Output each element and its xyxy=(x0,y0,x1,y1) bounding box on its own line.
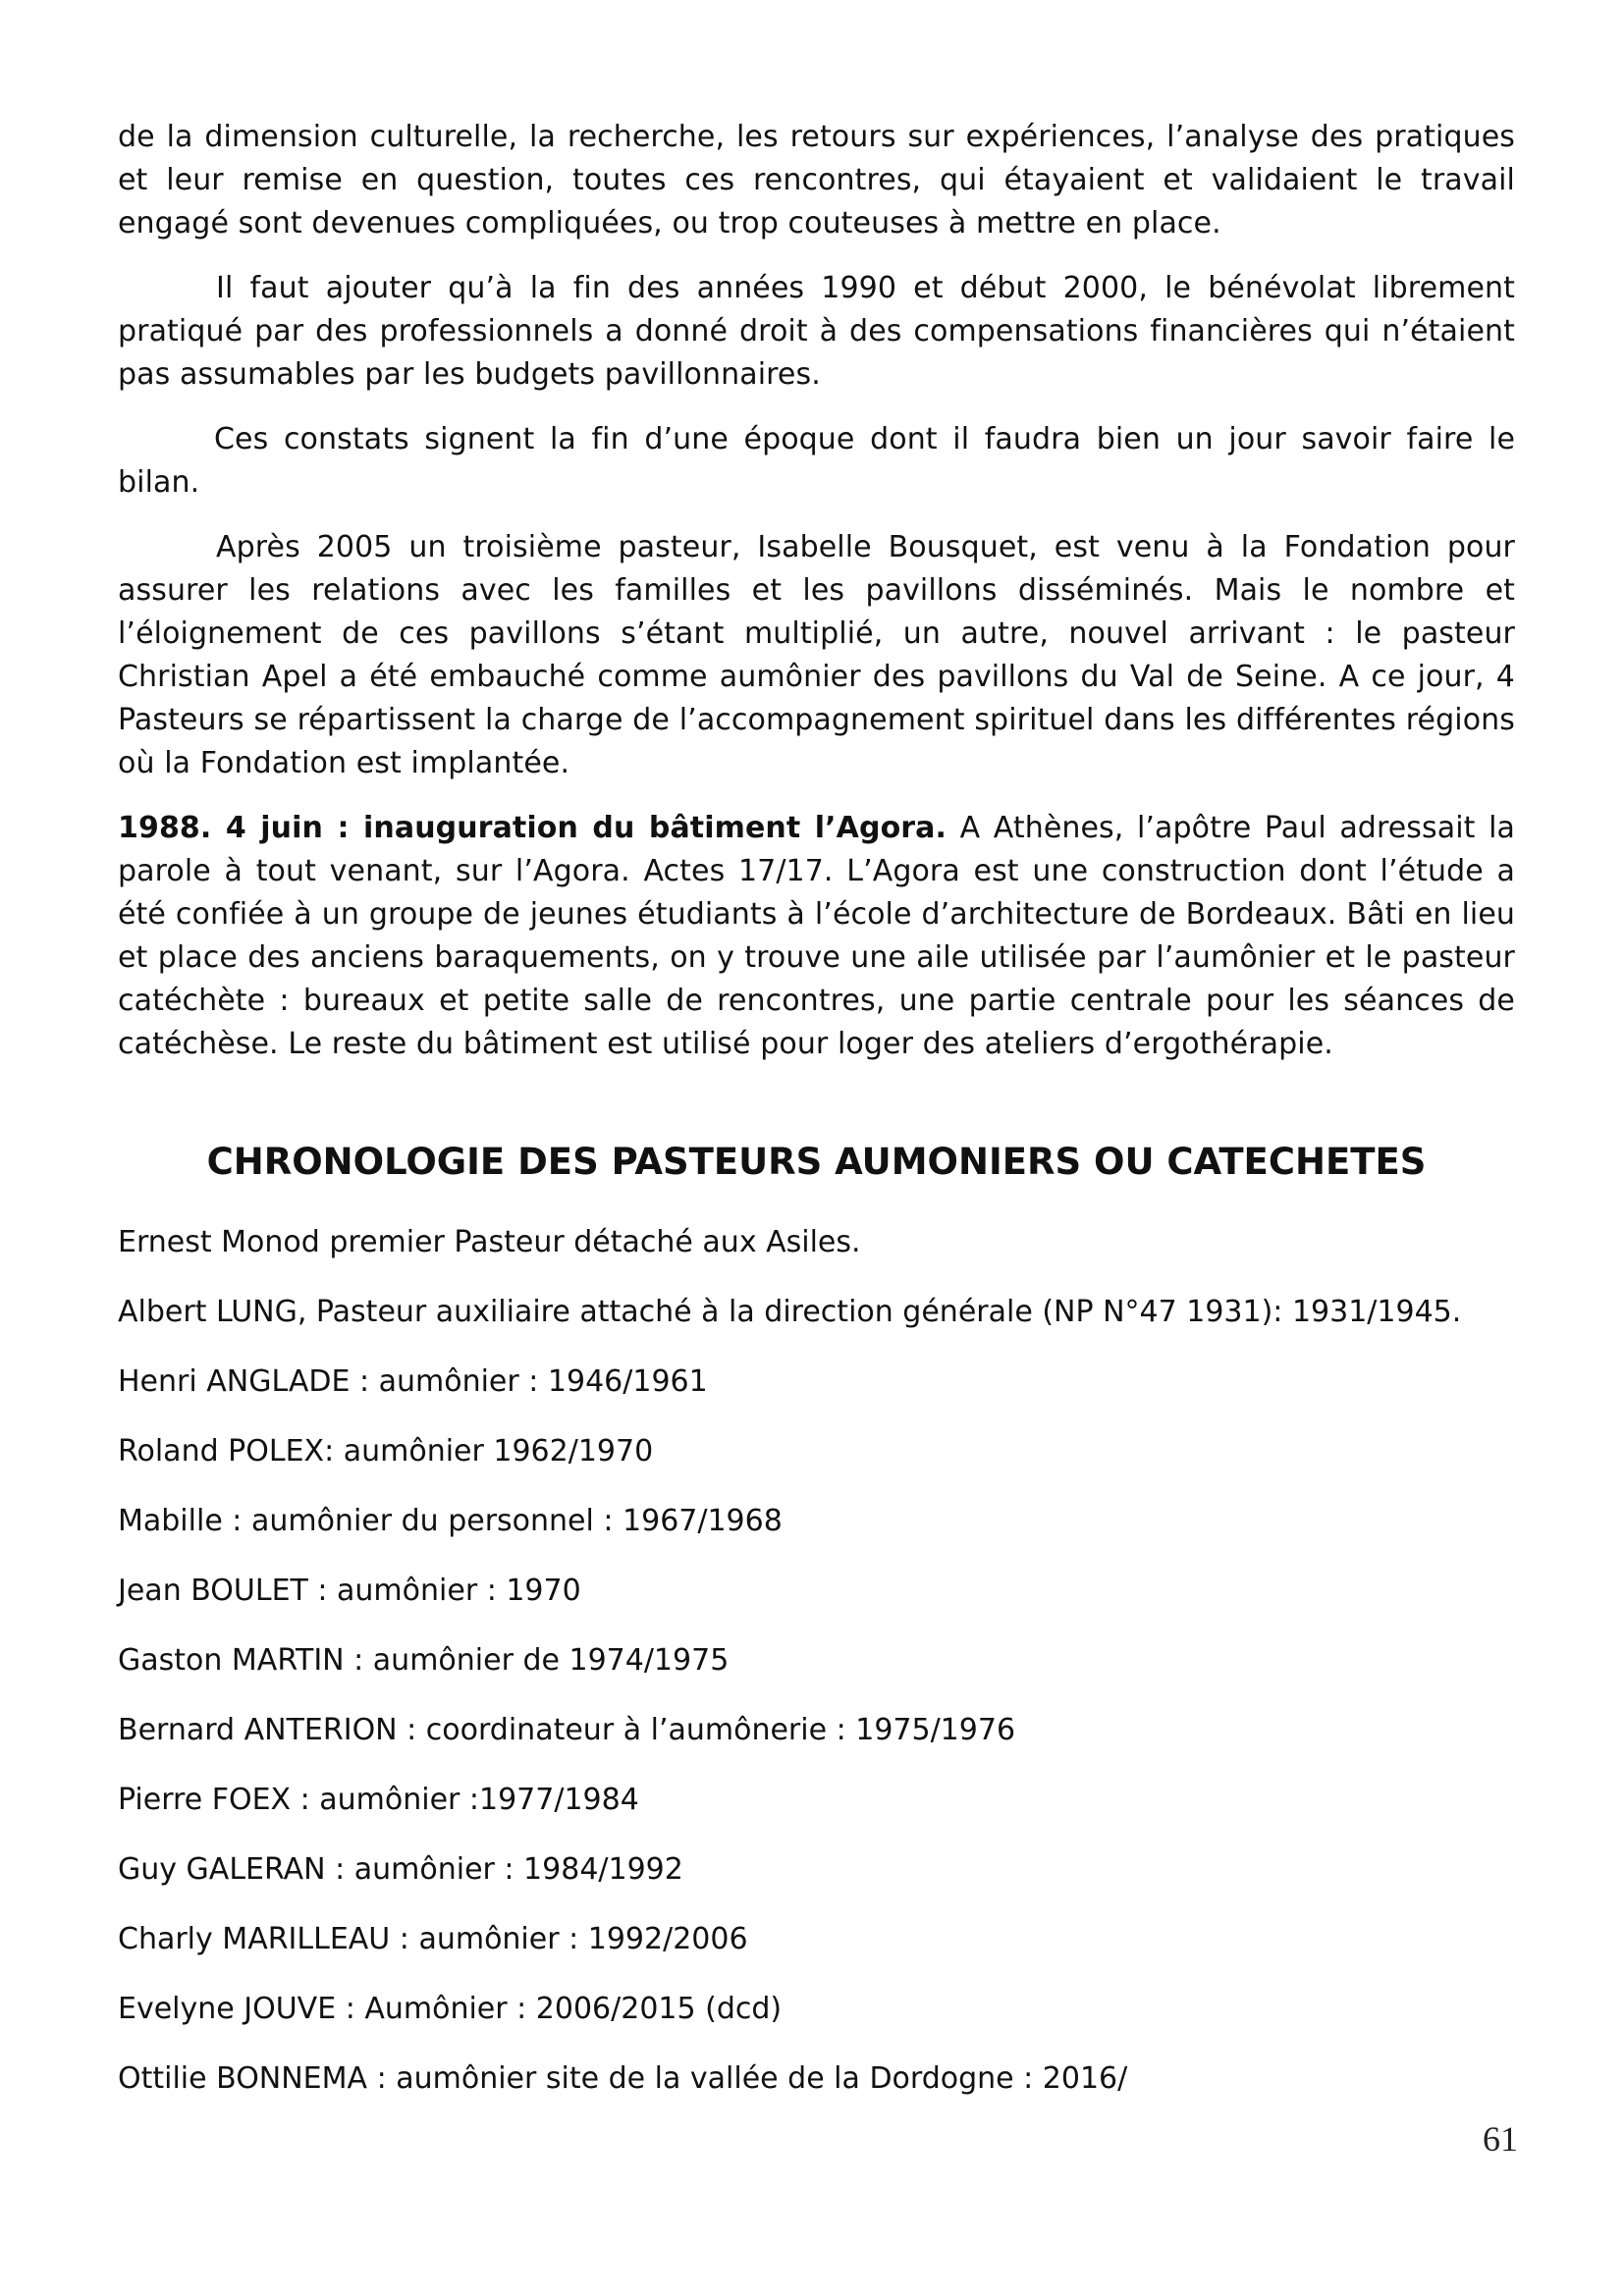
list-item: Gaston MARTIN : aumônier de 1974/1975 xyxy=(118,1643,730,1678)
document-page xyxy=(118,116,1515,2096)
list-item: Evelyne JOUVE : Aumônier : 2006/2015 (dcd) xyxy=(118,1992,783,2026)
page-number: 61 xyxy=(1483,2119,1518,2159)
paragraph-culture: de la dimension culturelle, la recherche, les retours sur expériences, l’analyse des pratiques et leur remise en question, toutes ces rencontres, qui étayaient et validaient le travail engagé sont devenues compliquées, ou trop couteuses à mettre en place. xyxy=(118,120,1515,240)
list-item: Ottilie BONNEMA : aumônier site de la vallée de la Dordogne : 2016/ xyxy=(118,2061,1128,2096)
agora-lead: 1988. 4 juin : inauguration du bâtiment l’Agora. xyxy=(118,811,947,845)
list-item: Jean BOULET : aumônier : 1970 xyxy=(118,1574,581,1608)
agora-text: A Athènes, l’apôtre Paul adressait la parole à tout venant, sur l’Agora. Actes 17/17. L’Agora est une construction dont l’étude a été confiée à un groupe de jeunes étudiants à l’école d’architecture de Bordeaux. Bâti en lieu et place des anciens baraquements, on y trouve une aile utilisée par l’aumônier et le pasteur catéchète : bureaux et petite salle de rencontres, une partie centrale pour les séances de catéchèse. Le reste du bâtiment est utilisé pour loger des ateliers d’ergothérapie. xyxy=(118,811,1515,1061)
list-item: Bernard ANTERION : coordinateur à l’aumônerie : 1975/1976 xyxy=(118,1713,1016,1747)
paragraph-benevolat: Il faut ajouter qu’à la fin des années 1990 et début 2000, le bénévolat librement pratiqué par des professionnels a donné droit à des compensations financières qui n’étaient pas assumables par les budgets pavillonnaires. xyxy=(118,271,1515,392)
list-item: Henri ANGLADE : aumônier : 1946/1961 xyxy=(118,1364,708,1399)
paragraph-troisieme-pasteur: Après 2005 un troisième pasteur, Isabelle Bousquet, est venu à la Fondation pour assurer les relations avec les familles et les pavillons disséminés. Mais le nombre et l’éloignement de ces pavillons s’étant multiplié, un autre, nouvel arrivant : le pasteur Christian Apel a été embauché comme aumônier des pavillons du Val de Seine. A ce jour, 4 Pasteurs se répartissent la charge de l’accompagnement spirituel dans les différentes régions où la Fondation est implantée. xyxy=(118,530,1515,780)
list-item: Ernest Monod premier Pasteur détaché aux Asiles. xyxy=(118,1225,861,1259)
list-item: Pierre FOEX : aumônier :1977/1984 xyxy=(118,1783,639,1817)
chronology-list xyxy=(118,1221,1515,2127)
chronology-heading: CHRONOLOGIE DES PASTEURS AUMONIERS OU CATECHETES xyxy=(206,1141,1427,1183)
list-item: Roland POLEX: aumônier 1962/1970 xyxy=(118,1434,654,1468)
list-item: Guy GALERAN : aumônier : 1984/1992 xyxy=(118,1852,683,1887)
paragraph-agora xyxy=(118,807,1515,1066)
paragraph-constats: Ces constats signent la fin d’une époque dont il faudra bien un jour savoir faire le bilan. xyxy=(118,422,1515,500)
list-item: Charly MARILLEAU : aumônier : 1992/2006 xyxy=(118,1922,748,1956)
list-item: Albert LUNG, Pasteur auxiliaire attaché à la direction générale (NP N°47 1931): 1931/1945. xyxy=(118,1295,1462,1329)
list-item: Mabille : aumônier du personnel : 1967/1968 xyxy=(118,1504,783,1538)
